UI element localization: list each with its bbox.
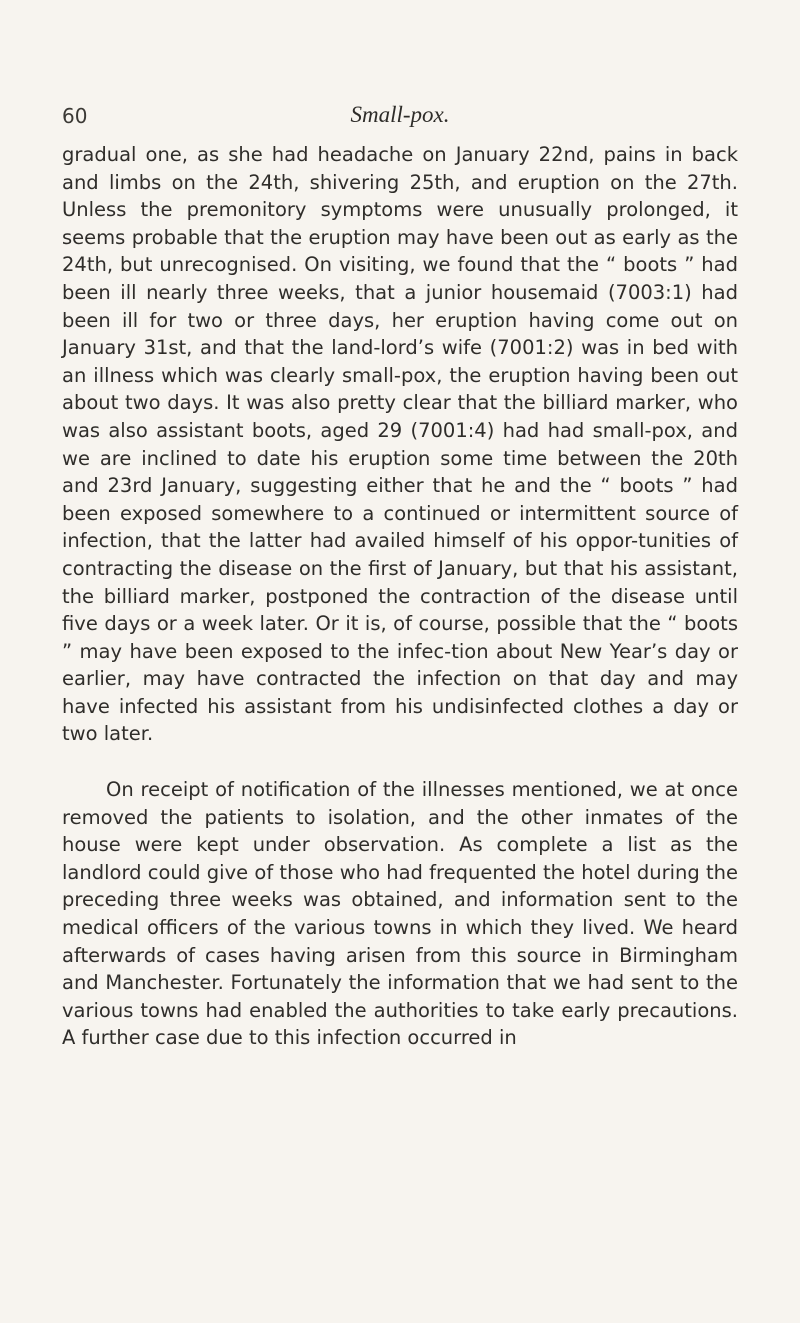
running-title: Small-pox. (350, 102, 450, 127)
paragraph-2: On receipt of notification of the illnesses mentioned, we at once removed the patients to isolation, and the other inmates of the house were kept under observation. As complete a list as the landlord could give of those who had frequented the hotel during the preceding three weeks was obtained, and information sent to the medical officers of the various towns in which they lived. We heard afterwards of cases having arisen from this source in Birmingham and Manchester. Fortunately the information that we had sent to the various towns had enabled the authorities to take early precautions. A further case due to this infection occurred in (62, 778, 738, 1050)
running-head (62, 104, 738, 134)
body-text (62, 141, 738, 1052)
paragraph-1: gradual one, as she had headache on January 22nd, pains in back and limbs on the 24th, shivering 25th, and eruption on the 27th. Unless the premonitory symptoms were unusually prolonged, it seems probable that the eruption may have been out as early as the 24th, but unrecognised. On visiting, we found that the “ boots ” had been ill nearly three weeks, that a junior housemaid (7003:1) had been ill for two or three days, her eruption having come out on January 31st, and that the land-lord’s wife (7001:2) was in bed with an illness which was clearly small-pox, the eruption having been out about two days. It was also pretty clear that the billiard marker, who was also assistant boots, aged 29 (7001:4) had had small-pox, and we are inclined to date his eruption some time between the 20th and 23rd January, suggesting either that he and the “ boots ” had been exposed somewhere to a continued or intermittent source of infection, that the latter had availed himself of his oppor-tunities of contracting the disease on the first of January, but that his assistant, the billiard marker, postponed the contraction of the disease until five days or a week later. Or it is, of course, possible that the “ boots ” may have been exposed to the infec-tion about New Year’s day or earlier, may have contracted the infection on that day and may have infected his assistant from his undisinfected clothes a day or two later. (62, 143, 738, 746)
page-number: 60 (62, 104, 88, 128)
